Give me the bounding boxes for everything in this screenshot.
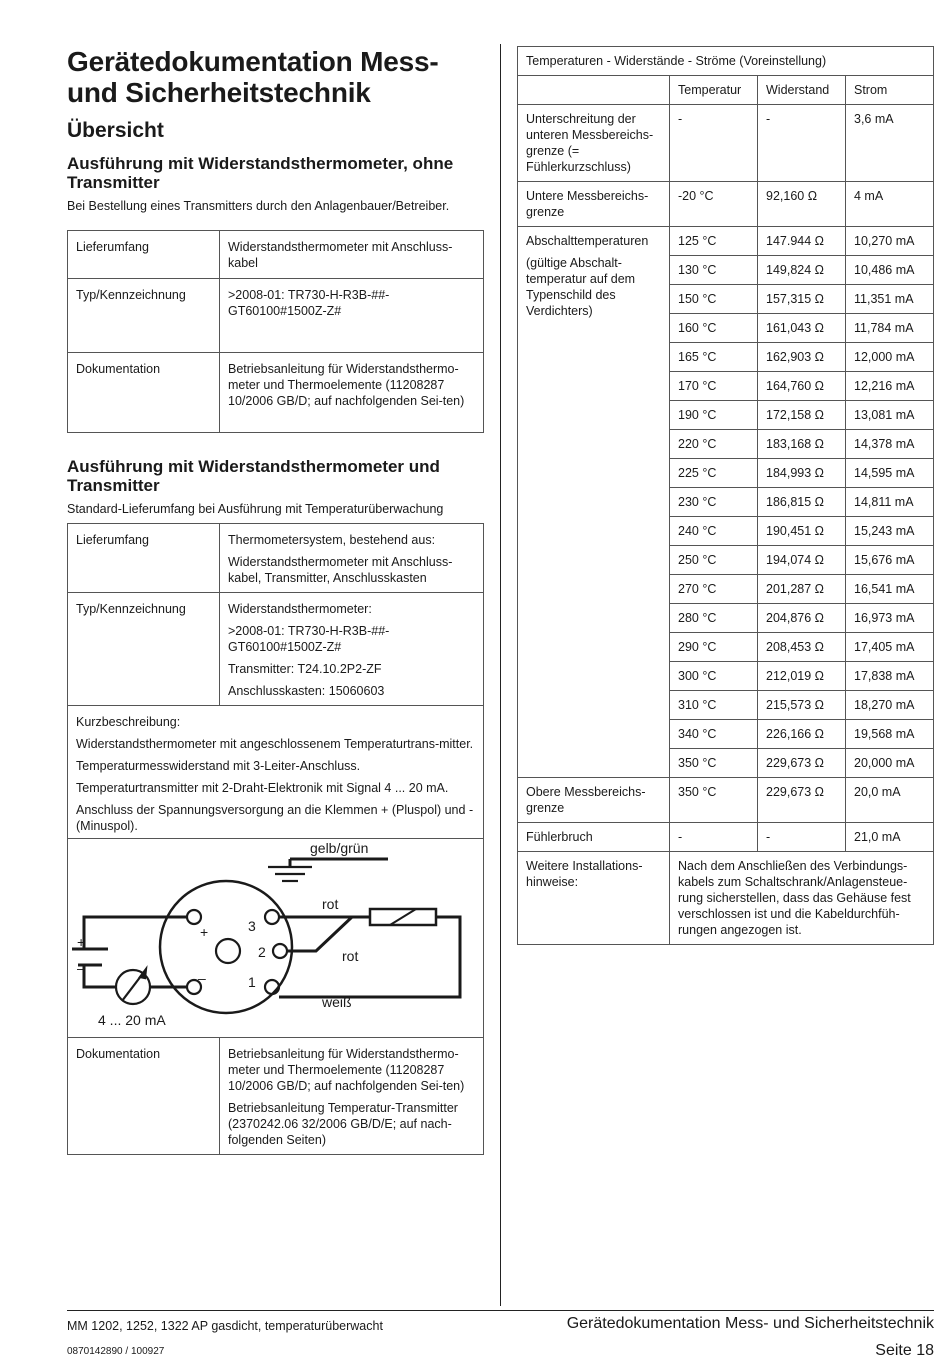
row-label: Untere Messbereichs-grenze (518, 182, 670, 227)
table-row (518, 105, 934, 182)
rtd-diagonal (390, 909, 416, 925)
value-line: Betriebsanleitung Temperatur-Transmitter (2370242.06 32/2006 GB/D/E; auf nach-folgenden Seiten) (228, 1101, 458, 1147)
table-row (518, 852, 934, 945)
label-rot2: rot (342, 948, 359, 964)
footer-doc-number: 0870142890 / 100927 (67, 1346, 165, 1357)
cell-temperatur: 150 °C (670, 285, 758, 314)
installation-note: Nach dem Anschließen des Verbindungs-kabels zum Schaltschrank/Anlagensteue-rung sicherstellen, dass das Gehäuse fest verschlossen ist und die Kabeldurchfüh-rungen angezogen ist. (670, 852, 934, 945)
cell-strom: 14,595 mA (846, 459, 934, 488)
cell-strom: 16,541 mA (846, 575, 934, 604)
section2-table (67, 523, 484, 1155)
cell-temperatur: 290 °C (670, 633, 758, 662)
table-row (68, 279, 484, 353)
row-label: Weitere Installations-hinweise: (518, 852, 670, 945)
cell-strom: 15,243 mA (846, 517, 934, 546)
row-value (220, 1038, 484, 1155)
table-row (68, 593, 484, 706)
kurz-line: Kurzbeschreibung: (76, 715, 181, 729)
cell-temperatur: 165 °C (670, 343, 758, 372)
cell-widerstand: 183,168 Ω (758, 430, 846, 459)
cell-temperatur: 310 °C (670, 691, 758, 720)
cell-strom: 11,351 mA (846, 285, 934, 314)
cell-widerstand: 157,315 Ω (758, 285, 846, 314)
cell-temperatur: 280 °C (670, 604, 758, 633)
table-header-row (518, 76, 934, 105)
cell-strom: 3,6 mA (846, 105, 934, 182)
cell-strom: 12,216 mA (846, 372, 934, 401)
center-pin (216, 939, 240, 963)
cell-temperatur: 350 °C (670, 778, 758, 823)
table-row (518, 182, 934, 227)
table-row (518, 823, 934, 852)
cell-temperatur: 250 °C (670, 546, 758, 575)
cell-temperatur: -20 °C (670, 182, 758, 227)
header-empty (518, 76, 670, 105)
header-temperatur: Temperatur (670, 76, 758, 105)
cell-temperatur: 350 °C (670, 749, 758, 778)
table-row (518, 227, 934, 256)
table-row (68, 524, 484, 593)
table-row (518, 778, 934, 823)
value-line: Widerstandsthermometer: (228, 602, 372, 616)
overview-heading: Übersicht (67, 119, 164, 142)
cell-widerstand: 229,673 Ω (758, 778, 846, 823)
cell-strom: 13,081 mA (846, 401, 934, 430)
label-gelbgruen: gelb/grün (310, 840, 369, 856)
wiring-diagram-svg (68, 839, 483, 1037)
column-divider (500, 44, 501, 1306)
cell-widerstand: 215,573 Ω (758, 691, 846, 720)
cell-strom: 17,405 mA (846, 633, 934, 662)
footer-rule (67, 1310, 934, 1311)
cell-widerstand: 161,043 Ω (758, 314, 846, 343)
cell-temperatur: 340 °C (670, 720, 758, 749)
row-value (220, 524, 484, 593)
cell-widerstand: - (758, 105, 846, 182)
cell-widerstand: 212,019 Ω (758, 662, 846, 691)
table-caption: Temperaturen - Widerstände - Ströme (Voreinstellung) (518, 47, 934, 76)
row-value: Betriebsanleitung für Widerstandsthermo-meter und Thermoelemente (11208287 10/2006 GB/D; auf nachfolgenden Sei-ten) (220, 353, 484, 433)
row-label: Obere Messbereichs-grenze (518, 778, 670, 823)
section1-table (67, 230, 484, 433)
table-row (68, 839, 484, 1038)
section1-heading: Ausführung mit Widerstandsthermometer, ohne Transmitter (67, 154, 454, 192)
cell-widerstand: 172,158 Ω (758, 401, 846, 430)
header-widerstand: Widerstand (758, 76, 846, 105)
cell-widerstand: 190,451 Ω (758, 517, 846, 546)
row-value: >2008-01: TR730-H-R3B-##-GT60100#1500Z-Z# (220, 279, 484, 353)
cell-temperatur: 170 °C (670, 372, 758, 401)
cell-temperatur: 160 °C (670, 314, 758, 343)
terminal-plus (187, 910, 201, 924)
cell-widerstand: 147.944 Ω (758, 227, 846, 256)
cell-strom: 19,568 mA (846, 720, 934, 749)
table-caption-row (518, 47, 934, 76)
cell-widerstand: 162,903 Ω (758, 343, 846, 372)
cell-widerstand: 92,160 Ω (758, 182, 846, 227)
cell-strom: 14,811 mA (846, 488, 934, 517)
terminal-2 (273, 944, 287, 958)
row-key: Lieferumfang (68, 231, 220, 279)
label-supply-minus: – (77, 960, 85, 976)
page-title: Gerätedokumentation Mess- und Sicherheitstechnik (67, 46, 439, 108)
label-terminal-1: 1 (248, 974, 256, 990)
cell-widerstand: 208,453 Ω (758, 633, 846, 662)
label-terminal-minus: – (198, 970, 206, 986)
kurz-line: Temperaturmesswiderstand mit 3-Leiter-Anschluss. (76, 759, 361, 773)
cell-strom: 15,676 mA (846, 546, 934, 575)
cell-widerstand: 149,824 Ω (758, 256, 846, 285)
header-strom: Strom (846, 76, 934, 105)
label-supply-plus: + (77, 934, 86, 950)
table-row (68, 353, 484, 433)
row-key: Typ/Kennzeichnung (68, 279, 220, 353)
cell-strom: 11,784 mA (846, 314, 934, 343)
table-row (68, 231, 484, 279)
cell-strom: 12,000 mA (846, 343, 934, 372)
footer (67, 1310, 934, 1359)
cell-temperatur: - (670, 823, 758, 852)
cell-temperatur: 300 °C (670, 662, 758, 691)
cell-strom: 20,000 mA (846, 749, 934, 778)
cell-strom: 14,378 mA (846, 430, 934, 459)
left-column (67, 46, 484, 1155)
abschalt-label: Abschalttemperaturen (526, 234, 649, 248)
section2-note: Standard-Lieferumfang bei Ausführung mit Temperaturüberwachung (67, 502, 444, 516)
terminal-3 (265, 910, 279, 924)
cell-widerstand: 186,815 Ω (758, 488, 846, 517)
cell-widerstand: 184,993 Ω (758, 459, 846, 488)
row-label: Fühlerbruch (518, 823, 670, 852)
cell-widerstand: 194,074 Ω (758, 546, 846, 575)
meter-arrow (140, 969, 146, 978)
cell-temperatur: 270 °C (670, 575, 758, 604)
cell-strom: 10,486 mA (846, 256, 934, 285)
abschalt-label-cell (518, 227, 670, 778)
table-row (68, 1038, 484, 1155)
label-current: 4 ... 20 mA (98, 1012, 166, 1028)
kurz-line: Anschluss der Spannungsversorgung an die Klemmen + (Pluspol) und - (Minuspol). (76, 803, 474, 833)
cell-widerstand: - (758, 823, 846, 852)
cell-strom: 21,0 mA (846, 823, 934, 852)
cell-temperatur: 190 °C (670, 401, 758, 430)
section1-note: Bei Bestellung eines Transmitters durch den Anlagenbauer/Betreiber. (67, 199, 450, 213)
cell-strom: 20,0 mA (846, 778, 934, 823)
kurz-line: Temperaturtransmitter mit 2-Draht-Elektronik mit Signal 4 ... 20 mA. (76, 781, 449, 795)
cell-strom: 4 mA (846, 182, 934, 227)
cell-widerstand: 229,673 Ω (758, 749, 846, 778)
footer-doc-title: Gerätedokumentation Mess- und Sicherheitstechnik (566, 1315, 934, 1332)
footer-page-number: Seite 18 (875, 1342, 934, 1359)
footer-model: MM 1202, 1252, 1322 AP gasdicht, temperaturüberwacht (67, 1319, 383, 1333)
row-label: Unterschreitung der unteren Messbereichs-grenze (= Fühlerkurzschluss) (518, 105, 670, 182)
cell-temperatur: 125 °C (670, 227, 758, 256)
row-key: Lieferumfang (68, 524, 220, 593)
temperature-table (517, 46, 934, 945)
cell-widerstand: 204,876 Ω (758, 604, 846, 633)
value-line: >2008-01: TR730-H-R3B-##-GT60100#1500Z-Z# (228, 624, 390, 654)
section2-heading: Ausführung mit Widerstandsthermometer und Transmitter (67, 457, 440, 495)
cell-strom: 16,973 mA (846, 604, 934, 633)
value-line: Thermometersystem, bestehend aus: (228, 533, 436, 547)
row-key: Typ/Kennzeichnung (68, 593, 220, 706)
value-line: Betriebsanleitung für Widerstandsthermo-meter und Thermoelemente (11208287 10/2006 GB/D; auf nachfolgenden Sei-ten) (228, 1047, 465, 1093)
label-weiss: weiß (322, 994, 352, 1010)
terminal-1 (265, 980, 279, 994)
value-line: Anschlusskasten: 15060603 (228, 684, 385, 698)
cell-strom: 17,838 mA (846, 662, 934, 691)
cell-widerstand: 226,166 Ω (758, 720, 846, 749)
label-rot: rot (322, 896, 339, 912)
wiring-diagram (68, 839, 484, 1038)
cell-widerstand: 164,760 Ω (758, 372, 846, 401)
cell-temperatur: 220 °C (670, 430, 758, 459)
right-column (517, 46, 934, 945)
cell-temperatur: 230 °C (670, 488, 758, 517)
abschalt-note: (gültige Abschalt-temperatur auf dem Typenschild des Verdichters) (526, 256, 636, 318)
label-terminal-3: 3 (248, 918, 256, 934)
label-terminal-plus: + (200, 924, 209, 940)
kurzbeschreibung (68, 706, 484, 839)
label-terminal-2: 2 (258, 944, 266, 960)
wire-rot2 (287, 917, 352, 951)
value-line: Transmitter: T24.10.2P2-ZF (228, 662, 382, 676)
row-value (220, 593, 484, 706)
supply-wire (84, 965, 116, 987)
row-key: Dokumentation (68, 1038, 220, 1155)
row-value: Widerstandsthermometer mit Anschluss-kabel (220, 231, 484, 279)
supply-wire (84, 917, 187, 949)
cell-strom: 10,270 mA (846, 227, 934, 256)
row-key: Dokumentation (68, 353, 220, 433)
cell-strom: 18,270 mA (846, 691, 934, 720)
kurz-line: Widerstandsthermometer mit angeschlossenem Temperaturtrans-mitter. (76, 737, 474, 751)
cell-temperatur: 225 °C (670, 459, 758, 488)
cell-temperatur: 130 °C (670, 256, 758, 285)
wire-weiss (279, 917, 460, 997)
value-line: Widerstandsthermometer mit Anschluss-kabel, Transmitter, Anschlusskasten (228, 555, 453, 585)
table-row (68, 706, 484, 839)
cell-temperatur: 240 °C (670, 517, 758, 546)
cell-temperatur: - (670, 105, 758, 182)
cell-widerstand: 201,287 Ω (758, 575, 846, 604)
